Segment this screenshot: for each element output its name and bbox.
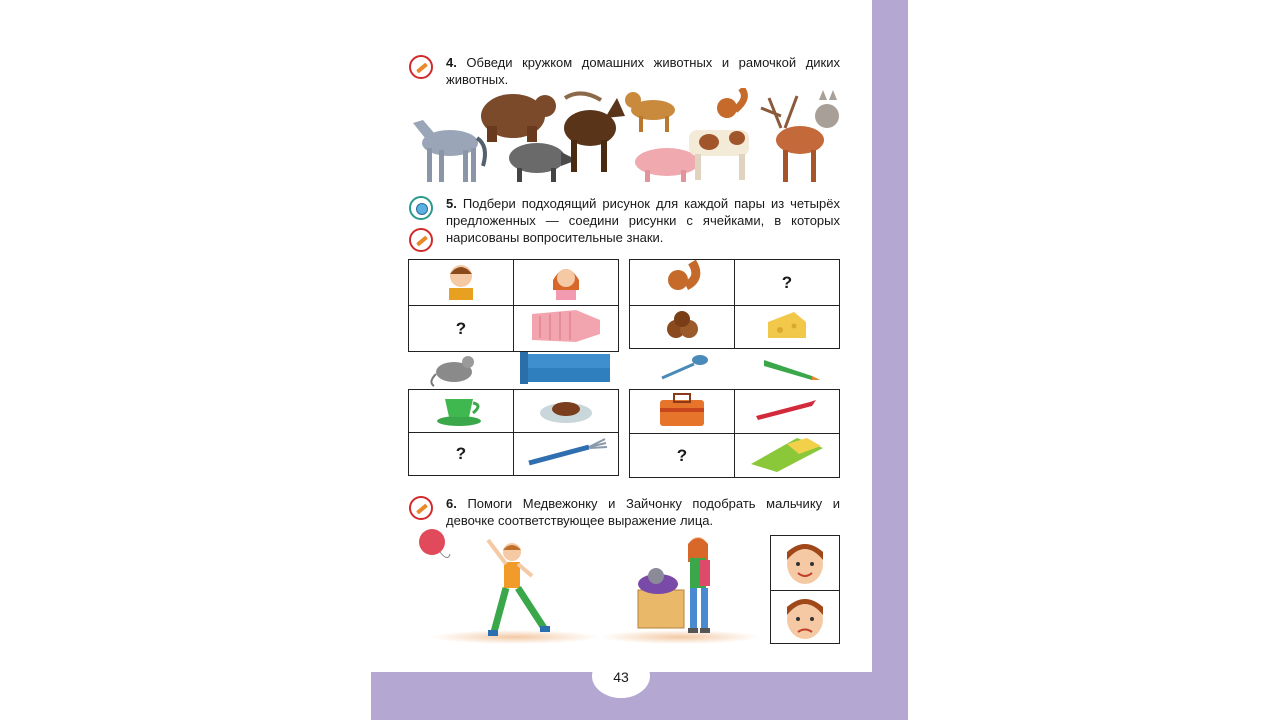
task-4 <box>446 54 840 88</box>
grid-cell-question[interactable] <box>409 433 514 476</box>
question-mark: ? <box>676 445 688 465</box>
cheese-picture <box>766 308 808 342</box>
grid-cell <box>630 390 735 434</box>
grid-cell <box>735 306 840 349</box>
mouse-picture <box>428 348 484 388</box>
pen-picture <box>752 396 822 422</box>
think-icon <box>409 196 433 220</box>
grid-cell-question[interactable] <box>409 306 514 352</box>
grid-cell <box>735 390 840 434</box>
pencil-icon <box>409 228 433 252</box>
task-6-number: 6. <box>446 496 457 511</box>
grid-cell <box>514 433 619 476</box>
boy-picture <box>443 260 479 300</box>
cat-picture <box>815 90 839 128</box>
dress-picture <box>526 306 606 346</box>
moose-picture <box>564 93 625 172</box>
grid-cell <box>409 390 514 433</box>
happy-face-cell[interactable] <box>771 536 839 591</box>
grid-cell <box>630 306 735 349</box>
grid-cell <box>514 260 619 306</box>
task-5-number: 5. <box>446 196 457 211</box>
question-mark: ? <box>781 272 793 292</box>
sad-face-cell[interactable] <box>771 591 839 645</box>
grid-cell <box>514 306 619 352</box>
page-number: 43 <box>592 654 650 698</box>
nuts-picture <box>662 307 702 343</box>
fork-picture <box>523 435 609 469</box>
boy-with-balloon-picture <box>414 528 564 644</box>
girl-picture <box>548 260 584 300</box>
question-mark: ? <box>455 318 467 338</box>
notebook-picture <box>747 434 827 472</box>
grid-cell <box>735 434 840 478</box>
trousers-picture <box>518 350 614 386</box>
briefcase-picture <box>656 390 708 428</box>
task-6 <box>446 495 840 529</box>
faces-frame <box>770 535 840 644</box>
page-edge-frame-right <box>872 0 908 720</box>
deer-picture <box>761 96 824 182</box>
grid-squirrel-food <box>629 259 840 349</box>
squirrel-picture <box>717 88 744 118</box>
pencil-icon <box>409 55 433 79</box>
animals-illustration <box>405 88 845 188</box>
girl-with-kitten-picture <box>630 532 730 644</box>
cup-picture <box>435 391 487 427</box>
boar-picture <box>509 143 577 182</box>
grid-dishes <box>408 389 619 476</box>
grid-cell-question[interactable] <box>735 260 840 306</box>
pencil-icon <box>409 496 433 520</box>
horse-picture <box>413 120 485 182</box>
grid-cell-question[interactable] <box>630 434 735 478</box>
question-mark: ? <box>455 444 467 463</box>
task-4-text: Обведи кружком домашних животных и рамочкой диких животных. <box>446 55 840 87</box>
task-6-text: Помоги Медвежонку и Зайчонку подобрать мальчику и девочке соответствующее выражение лица. <box>446 496 840 528</box>
pencil-picture <box>760 354 824 382</box>
task-4-number: 4. <box>446 55 457 70</box>
cow-picture <box>689 130 749 180</box>
task-5 <box>446 195 840 246</box>
pig-picture <box>635 148 699 182</box>
sad-face-picture <box>771 591 839 644</box>
task-5-text: Подбери подходящий рисунок для каждой пары из четырёх предложенных — соедини рисунки с ячейками, в которых нарисованы вопросительные знаки. <box>446 196 840 245</box>
grid-cell <box>514 390 619 433</box>
plate-with-food-picture <box>538 391 594 427</box>
dog-picture <box>625 92 675 132</box>
squirrel-picture <box>662 260 702 300</box>
grid-cell <box>409 260 514 306</box>
bear-picture <box>481 94 556 142</box>
happy-face-picture <box>771 536 839 589</box>
grid-people-clothes <box>408 259 619 352</box>
grid-school-supplies <box>629 389 840 478</box>
spoon-picture <box>656 352 712 382</box>
grid-cell <box>630 260 735 306</box>
